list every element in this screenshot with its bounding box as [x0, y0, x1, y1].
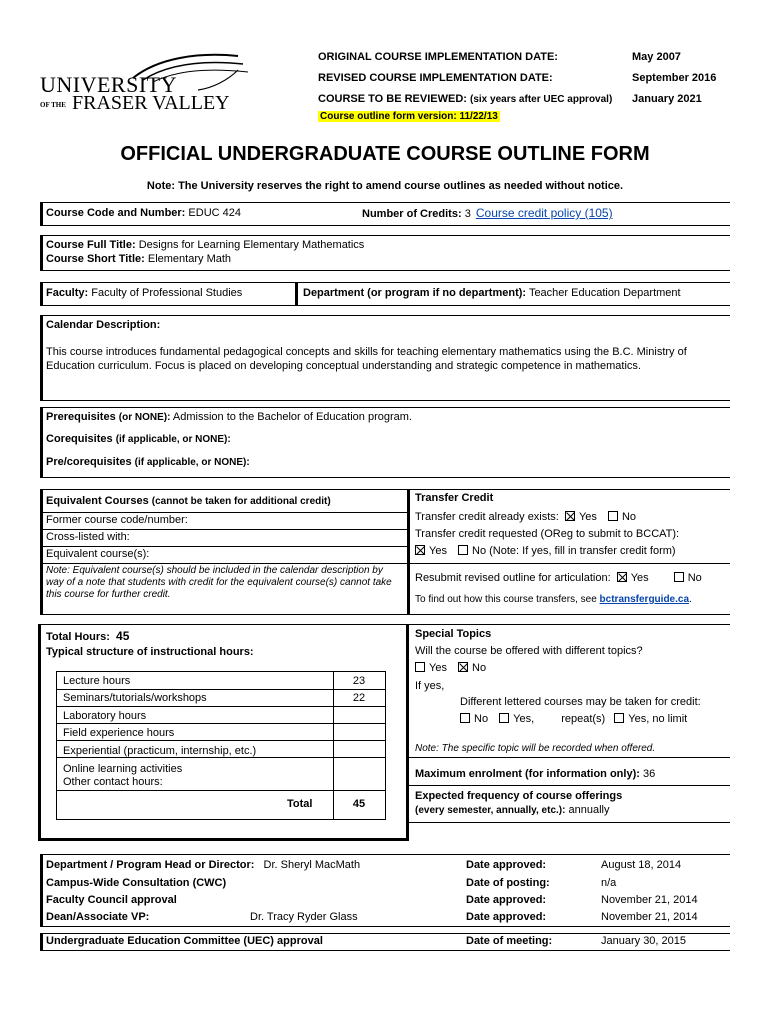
form-version: Course outline form version: 11/22/13	[320, 111, 498, 122]
max-enrolment-value: 36	[642, 768, 656, 780]
transfer-exists-label: Transfer credit already exists:	[415, 511, 559, 523]
special-if-yes: If yes,	[415, 680, 445, 692]
department-field	[303, 287, 681, 299]
transfer-requested-no-label: No	[472, 545, 487, 557]
hours-structure-label: Typical structure of instructional hours:	[46, 646, 254, 658]
lettered-yes-label: Yes,	[513, 713, 535, 725]
logo-line2: FRASER VALLEY	[72, 92, 230, 114]
lettered-nolimit-checkbox[interactable]	[614, 713, 624, 723]
transfer-guide-row	[415, 594, 692, 605]
transfer-guide-link[interactable]: bctransferguide.ca	[599, 594, 690, 605]
hours-row-experiential: Experiential (practicum, internship, etc.)	[63, 745, 257, 757]
total-hours-value: 45	[116, 629, 130, 643]
corequisites-field	[46, 433, 231, 445]
resubmit-yes-label: Yes	[630, 572, 649, 584]
lettered-nolimit-label: Yes, no limit	[628, 713, 688, 725]
logo-of-the: OF THE	[40, 101, 66, 109]
credits-label: Number of Credits:	[362, 208, 462, 220]
prerequisites-note: (or NONE):	[118, 412, 171, 423]
calendar-label: Calendar Description:	[46, 319, 161, 331]
special-yes-label: Yes	[429, 662, 447, 674]
precoreq-label: Pre/corequisites	[46, 456, 132, 468]
lettered-no-label: No	[474, 713, 489, 725]
equivalent-course-label: Equivalent course(s):	[46, 548, 150, 560]
revised-date-value: September 2016	[632, 72, 717, 84]
transfer-credit-label: Transfer Credit	[415, 492, 494, 504]
transfer-requested-yes-label: Yes	[429, 545, 447, 557]
frequency-field	[415, 804, 610, 816]
special-topics-question: Will the course be offered with different topics?	[415, 645, 643, 657]
hours-row-lecture: Lecture hours	[63, 675, 131, 687]
equivalent-note-1: Note: Equivalent course(s) should be included in the calendar description by	[46, 565, 383, 576]
hours-value-seminars: 22	[352, 692, 366, 704]
date-meeting-label: Date of meeting:	[466, 935, 553, 947]
hours-row-other: Other contact hours:	[63, 776, 163, 788]
transfer-exists-no-checkbox[interactable]	[608, 511, 618, 521]
hours-row-field: Field experience hours	[63, 727, 175, 739]
max-enrolment-label: Maximum enrolment (for information only):	[415, 768, 640, 780]
transfer-exists-yes-checkbox[interactable]	[565, 511, 575, 521]
date-value-2: n/a	[601, 877, 617, 889]
special-topics-note: Note: The specific topic will be recorded when offered.	[415, 743, 656, 754]
transfer-requested-yes-checkbox[interactable]	[415, 545, 425, 555]
resubmit-no-checkbox[interactable]	[674, 572, 684, 582]
date-value-5: January 30, 2015	[601, 935, 687, 947]
review-date-row	[318, 93, 612, 105]
frequency-value: annually	[568, 804, 610, 816]
precoreq-note: (if applicable, or NONE):	[134, 457, 250, 468]
credit-policy-link[interactable]: Course credit policy (105)	[475, 206, 613, 220]
review-date-value: January 2021	[632, 93, 702, 105]
approval-head-label: Department / Program Head or Director:	[46, 859, 255, 871]
special-no-checkbox[interactable]	[458, 662, 468, 672]
short-title-field	[46, 253, 231, 265]
hours-row-online: Online learning activities	[63, 763, 183, 775]
prerequisites-field	[46, 411, 412, 423]
page-title: OFFICIAL UNDERGRADUATE COURSE OUTLINE FORM	[120, 143, 650, 165]
equivalent-courses-label: Equivalent Courses	[46, 495, 149, 507]
precoreq-field	[46, 456, 250, 468]
resubmit-yes-checkbox[interactable]	[617, 572, 627, 582]
approval-dean-label: Dean/Associate VP:	[46, 911, 150, 923]
course-code-field	[46, 207, 241, 219]
full-title-field	[46, 239, 364, 251]
page-note: Note: The University reserves the right to amend course outlines as needed without notice.	[146, 180, 624, 192]
university-logo	[38, 50, 253, 120]
approval-dean-value: Dr. Tracy Ryder Glass	[250, 911, 358, 923]
course-code-label: Course Code and Number:	[46, 207, 186, 219]
faculty-field	[46, 287, 242, 299]
corequisites-note: (if applicable, or NONE):	[115, 434, 231, 445]
approval-uec-label: Undergraduate Education Committee (UEC) approval	[46, 935, 323, 947]
date-value-3: November 21, 2014	[601, 894, 698, 906]
department-value: Teacher Education Department	[528, 287, 681, 299]
transfer-requested-row	[415, 545, 676, 557]
equivalent-courses-note: (cannot be taken for additional credit)	[151, 496, 331, 507]
transfer-requested-label: Transfer credit requested (OReg to submit to BCCAT):	[415, 528, 680, 540]
revised-date-label: REVISED COURSE IMPLEMENTATION DATE:	[318, 72, 553, 84]
transfer-exists-row	[415, 511, 636, 523]
full-title-label: Course Full Title:	[46, 239, 136, 251]
transfer-guide-period: .	[689, 594, 692, 605]
special-no-label: No	[472, 662, 487, 674]
resubmit-no-label: No	[687, 572, 702, 584]
max-enrolment-field	[415, 768, 655, 780]
course-code-value: EDUC 424	[188, 207, 241, 219]
crosslisted-label: Cross-listed with:	[46, 531, 130, 543]
review-date-label: COURSE TO BE REVIEWED:	[318, 93, 467, 105]
equivalent-note-3: this course for further credit.	[46, 589, 171, 600]
equivalent-note-2: way of a note that students with credit for the equivalent course(s) cannot take	[46, 577, 392, 588]
short-title-value: Elementary Math	[147, 253, 232, 265]
short-title-label: Course Short Title:	[46, 253, 145, 265]
hours-row-seminars: Seminars/tutorials/workshops	[63, 692, 207, 704]
date-value-1: August 18, 2014	[601, 859, 682, 871]
review-date-note: (six years after UEC approval)	[470, 94, 613, 105]
former-course-label: Former course code/number:	[46, 514, 188, 526]
special-lettered: Different lettered courses may be taken for credit:	[460, 696, 701, 708]
lettered-repeat-label: repeat(s)	[561, 713, 606, 725]
transfer-exists-no-label: No	[621, 511, 637, 523]
resubmit-row	[415, 572, 702, 584]
corequisites-label: Corequisites	[46, 433, 113, 445]
date-approved-label-2: Date approved:	[466, 894, 547, 906]
credits-value: 3	[464, 208, 471, 220]
prerequisites-label: Prerequisites	[46, 411, 116, 423]
approval-head-row	[46, 859, 360, 871]
hours-total-value: 45	[352, 798, 366, 810]
prerequisites-value: Admission to the Bachelor of Education program.	[172, 411, 412, 423]
approval-head-value: Dr. Sheryl MacMath	[263, 859, 361, 871]
date-posting-label: Date of posting:	[466, 877, 550, 889]
date-value-4: November 21, 2014	[601, 911, 698, 923]
faculty-label: Faculty:	[46, 287, 89, 299]
date-approved-label-3: Date approved:	[466, 911, 547, 923]
calendar-line-1: This course introduces fundamental pedagogical concepts and skills for teaching elementary mathematics using the B.C. Ministry of	[46, 346, 687, 358]
special-yes-checkbox[interactable]	[415, 662, 425, 672]
frequency-label: Expected frequency of course offerings	[415, 790, 623, 802]
equivalent-courses-heading	[46, 495, 331, 507]
original-date-label: ORIGINAL COURSE IMPLEMENTATION DATE:	[318, 51, 558, 63]
transfer-requested-note: (Note: If yes, fill in transfer credit form)	[489, 545, 676, 557]
full-title-value: Designs for Learning Elementary Mathematics	[138, 239, 365, 251]
frequency-note: (every semester, annually, etc.):	[415, 805, 566, 816]
hours-value-lecture: 23	[352, 675, 366, 687]
special-topics-row	[415, 662, 486, 674]
total-hours-label: Total Hours:	[46, 631, 110, 643]
hours-row-laboratory: Laboratory hours	[63, 710, 147, 722]
date-approved-label-1: Date approved:	[466, 859, 547, 871]
original-date-value: May 2007	[632, 51, 681, 63]
faculty-value: Faculty of Professional Studies	[91, 287, 243, 299]
calendar-line-2: Education curriculum. Focus is placed on developing conceptual understanding and strategic competence in mathematics.	[46, 360, 641, 372]
lettered-no-checkbox[interactable]	[460, 713, 470, 723]
credits-field	[362, 206, 613, 220]
special-topics-label: Special Topics	[415, 628, 492, 640]
approval-fcc-label: Faculty Council approval	[46, 894, 177, 906]
logo-line1: UNIVERSITY	[40, 72, 177, 97]
resubmit-label: Resubmit revised outline for articulation:	[415, 572, 611, 584]
approval-cwc-label: Campus-Wide Consultation (CWC)	[46, 877, 227, 889]
department-label: Department (or program if no department):	[303, 287, 527, 299]
transfer-requested-no-checkbox[interactable]	[458, 545, 468, 555]
lettered-yes-checkbox[interactable]	[499, 713, 509, 723]
hours-total-label: Total	[287, 798, 313, 810]
total-hours-field	[46, 629, 129, 643]
transfer-guide-text: To find out how this course transfers, see	[415, 594, 597, 605]
transfer-exists-yes-label: Yes	[578, 511, 597, 523]
special-options-row	[460, 713, 687, 725]
hours-table	[56, 671, 386, 820]
